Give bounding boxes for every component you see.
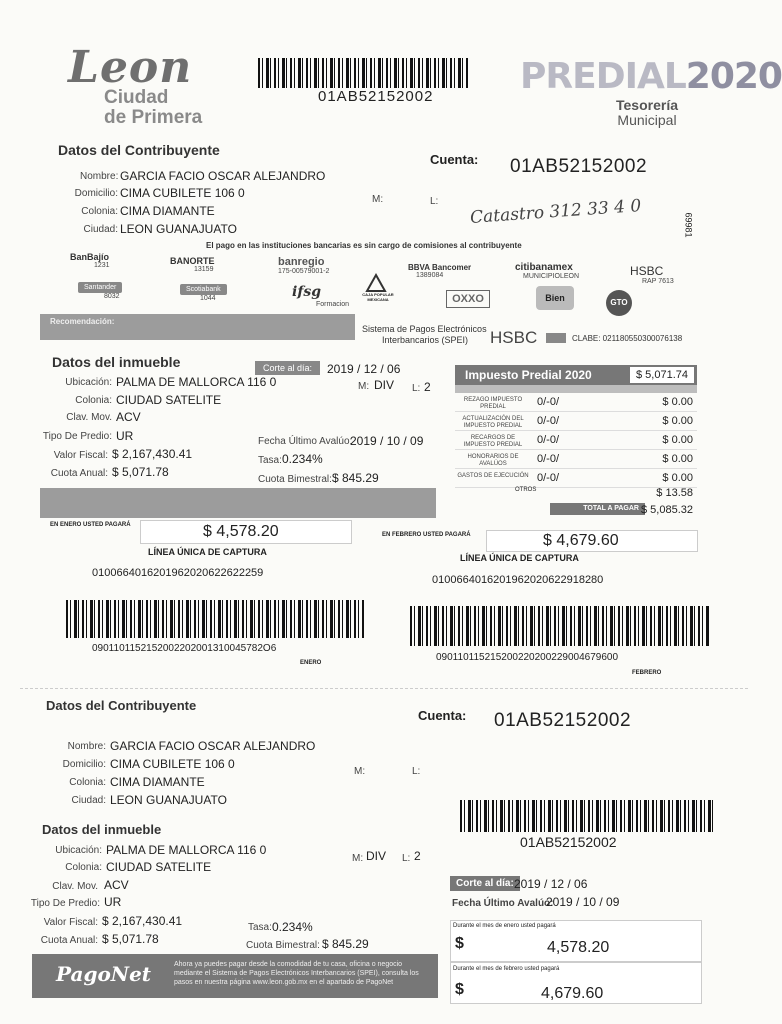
cuenta-value: 01AB52152002 <box>510 156 648 177</box>
stub-enero-amount: 4,578.20 <box>547 939 610 956</box>
impuesto-row-period: 0/-0/ <box>537 396 560 408</box>
impuesto-row-period: 0/-0/ <box>537 415 560 427</box>
l-value: 2 <box>424 380 431 394</box>
impuesto-row-amount: $ 0.00 <box>662 396 693 408</box>
tesoreria-line1: Tesorería <box>616 97 678 113</box>
ciudad-value: LEON GUANAJUATO <box>120 222 237 236</box>
stub-bimestral-value: $ 845.29 <box>322 937 369 951</box>
impuesto-row <box>455 393 697 412</box>
enero-amount: $ 4,578.20 <box>203 523 279 540</box>
impuesto-row-period: 0/-0/ <box>537 453 560 465</box>
impuesto-row-amount: $ 0.00 <box>662 472 693 484</box>
logo-formacion <box>292 284 352 308</box>
stub-ubicacion-value: PALMA DE MALLORCA 116 0 <box>106 843 267 857</box>
spei-label-line1: Sistema de Pagos Electrónicos <box>362 324 487 334</box>
bank-account: MUNICIPIOLEON <box>523 273 580 280</box>
impuesto-row <box>455 469 697 488</box>
enero-linea-label: LÍNEA ÚNICA DE CAPTURA <box>148 547 267 557</box>
stub-contribuyente-title: Datos del Contribuyente <box>46 698 197 713</box>
clav-value: ACV <box>116 410 141 424</box>
m-label: M: <box>372 194 384 205</box>
tesoreria-label <box>616 98 678 128</box>
stub-febrero-symbol: $ <box>455 981 464 998</box>
impuesto-row-label: REZAGO IMPUESTO PREDIAL <box>463 397 523 410</box>
total-label: TOTAL A PAGAR <box>550 503 645 515</box>
domicilio-label: Domicilio: <box>74 188 118 199</box>
notice-box <box>40 488 436 518</box>
cuenta-label: Cuenta: <box>430 152 479 167</box>
bank-name: citibanamex <box>515 262 573 273</box>
stub-bimestral-label: Cuota Bimestral: <box>246 940 320 951</box>
tasa-label: Tasa: <box>258 455 282 466</box>
recomendacion-label: Recomendación: <box>50 317 115 326</box>
febrero-linea: 0100664016201962020622918280 <box>432 574 604 586</box>
spei-bank: HSBC <box>490 328 538 347</box>
bank-bbva <box>408 263 488 279</box>
impuesto-table <box>455 365 697 519</box>
nombre-value: GARCIA FACIO OSCAR ALEJANDRO <box>120 169 326 183</box>
enero-barcode <box>66 600 364 638</box>
logo-formacion-mark: ifsg <box>292 284 322 300</box>
febrero-label: EN FEBRERO USTED PAGARÁ <box>382 532 471 538</box>
predial-word: PREDIAL <box>520 56 686 97</box>
account-barcode <box>258 58 470 88</box>
stub-enero-symbol: $ <box>455 935 464 952</box>
valor-label: Valor Fiscal: <box>53 450 108 461</box>
stub-l-div-label: L: <box>402 853 411 864</box>
stub-barcode <box>460 800 714 832</box>
total-value: $ 5,085.32 <box>641 504 693 516</box>
impuesto-row-period: 0/-0/ <box>537 472 560 484</box>
m-label: M: <box>358 381 370 392</box>
stub-cuota-label: Cuota Anual: <box>40 935 98 946</box>
stub-colonia-value: CIMA DIAMANTE <box>110 775 205 789</box>
fecha-value: 2019 / 10 / 09 <box>350 434 424 448</box>
stub-domicilio-value: CIMA CUBILETE 106 0 <box>110 757 235 771</box>
stub-cuenta-value: 01AB52152002 <box>494 710 632 731</box>
impuesto-title: Impuesto Predial 2020 <box>465 368 592 382</box>
recomendacion-box <box>40 314 355 340</box>
predial-title <box>520 56 782 97</box>
impuesto-otros-row <box>455 487 697 500</box>
caja-popular-icon <box>366 274 386 292</box>
bank-notice: El pago en las instituciones bancarias es sin cargo de comisiones al contribuyente <box>206 241 522 250</box>
febrero-amount: $ 4,679.60 <box>543 532 619 549</box>
caja-popular-text: CAJA POPULAR MEXICANA <box>362 292 394 302</box>
stub-febrero-label: Durante el mes de febrero usted pagará <box>453 966 560 972</box>
stub-fecha-label: Fecha Último Avalúo: <box>452 898 554 909</box>
stub-nombre-value: GARCIA FACIO OSCAR ALEJANDRO <box>110 739 316 753</box>
impuesto-header <box>455 365 697 385</box>
valor-value: $ 2,167,430.41 <box>112 447 193 461</box>
stub-tasa-value: 0.234% <box>272 920 313 934</box>
bimestral-value: $ 845.29 <box>332 471 379 485</box>
bank-hsbc <box>630 264 700 285</box>
logo-caja-popular <box>358 274 398 302</box>
stub-l-value: 2 <box>414 849 421 863</box>
tasa-value: 0.234% <box>282 452 323 466</box>
enero-month: ENERO <box>300 660 322 666</box>
bank-banorte <box>170 256 260 273</box>
bank-account: RAP 7613 <box>642 278 674 285</box>
stub-clav-label: Clav. Mov. <box>52 881 98 892</box>
enero-label: EN ENERO USTED PAGARÁ <box>50 522 131 528</box>
stub-corte-value: 2019 / 12 / 06 <box>514 877 588 891</box>
stub-colonia2-label: Colonia: <box>65 862 102 873</box>
side-code: 69981 <box>683 212 694 238</box>
ubicacion-value: PALMA DE MALLORCA 116 0 <box>116 375 277 389</box>
spei-clabe: CLABE: 021180550300076138 <box>572 334 683 343</box>
stub-barcode-number: 01AB52152002 <box>520 834 617 850</box>
bank-account: 1231 <box>94 262 110 269</box>
logo-subtitle <box>104 88 202 128</box>
impuesto-row-label: GASTOS DE EJECUCIÓN <box>457 473 529 479</box>
enero-linea: 0100664016201962020622622259 <box>92 567 264 579</box>
tesoreria-line2: Municipal <box>617 112 677 128</box>
febrero-month: FEBRERO <box>632 670 662 676</box>
bank-account: 175-00579001-2 <box>278 268 330 275</box>
stub-ciudad-label: Ciudad: <box>71 795 106 806</box>
tipo-value: UR <box>116 429 134 443</box>
ciudad-label: Ciudad: <box>83 224 118 235</box>
bank-name: BANORTE <box>170 256 215 266</box>
clav-label: Clav. Mov. <box>66 412 112 423</box>
fecha-label: Fecha Último Avalúo: <box>258 436 353 447</box>
enero-amount-box <box>140 520 352 544</box>
stub-colonia2-value: CIUDAD SATELITE <box>106 860 212 874</box>
bank-account: 13159 <box>194 266 214 273</box>
colonia-value: CIUDAD SATELITE <box>116 393 222 407</box>
logo-gto: GTO <box>606 290 632 316</box>
impuesto-row-label: HONORARIOS DE AVALÚOS <box>467 454 519 467</box>
corte-value: 2019 / 12 / 06 <box>327 362 401 376</box>
spei-label <box>362 324 487 346</box>
contribuyente-title: Datos del Contribuyente <box>58 142 220 158</box>
impuesto-total-top: $ 5,071.74 <box>630 367 694 383</box>
stub-ciudad-value: LEON GUANAJUATO <box>110 793 227 807</box>
stub-m-value: DIV <box>366 849 387 863</box>
domicilio-value: CIMA CUBILETE 106 0 <box>120 186 245 200</box>
bank-banbajio <box>70 252 150 269</box>
pagonet-text: Ahora ya puedes pagar desde la comodidad de tu casa, oficina o negocio mediante el Sistema de Pagos Electrónicos Interbancarios (SPEI), consulta los pasos en nuestra página www.leon.gob.mx en el apartado de PagoNet <box>174 961 419 986</box>
l-label: L: <box>430 196 439 207</box>
stub-cuota-value: $ 5,071.78 <box>102 932 159 946</box>
stub-enero-box <box>450 920 702 962</box>
impuesto-row-period: 0/-0/ <box>537 434 560 446</box>
colonia-label: Colonia: <box>81 206 118 217</box>
bank-citibanamex <box>515 262 595 280</box>
account-barcode-number: 01AB52152002 <box>318 88 434 105</box>
predial-year: 2020 <box>685 56 782 97</box>
colonia-label: Colonia: <box>75 395 112 406</box>
m-value: DIV <box>374 378 395 392</box>
hsbc-hexagon-icon <box>546 333 566 343</box>
logo-bien: Bien <box>536 286 574 310</box>
handwritten-note: Catastro 312 33 4 0 <box>469 196 642 228</box>
impuesto-row-amount: $ 0.00 <box>662 453 693 465</box>
pagonet-logo: PagoNet <box>56 962 152 986</box>
cut-line <box>20 688 748 689</box>
impuesto-rows <box>455 393 697 488</box>
stub-m-div-label: M: <box>352 853 364 864</box>
spei-label-line2: Interbancarios (SPEI) <box>382 335 469 345</box>
bank-account: 1044 <box>200 295 216 302</box>
impuesto-subheader <box>455 385 697 393</box>
stub-domicilio-label: Domicilio: <box>62 759 106 770</box>
bank-banregio <box>278 256 378 275</box>
bank-name: BBVA Bancomer <box>408 263 472 272</box>
otros-label: OTROS <box>515 487 537 493</box>
impuesto-row <box>455 412 697 431</box>
stub-tipo-label: Tipo De Predio: <box>30 898 100 909</box>
stub-valor-label: Valor Fiscal: <box>43 917 98 928</box>
bank-name: Santander <box>78 282 122 293</box>
otros-value: $ 13.58 <box>656 487 693 499</box>
stub-valor-value: $ 2,167,430.41 <box>102 914 183 928</box>
stub-enero-label: Durante el mes de enero usted pagará <box>453 923 556 929</box>
bank-scotiabank <box>180 284 227 302</box>
febrero-barcode-text: 090110115215200220200229004679600 <box>436 652 619 663</box>
stub-tipo-value: UR <box>104 895 122 909</box>
logo-oxxo: OXXO <box>446 290 490 308</box>
impuesto-row <box>455 431 697 450</box>
stub-tasa-label: Tasa: <box>248 922 272 933</box>
impuesto-row <box>455 450 697 469</box>
cuota-label: Cuota Anual: <box>50 468 108 479</box>
leon-logo: Leon <box>68 42 193 93</box>
stub-ubicacion-label: Ubicación: <box>55 845 102 856</box>
logo-formacion-text: Formacion <box>316 301 350 308</box>
bank-name: banregio <box>278 256 325 268</box>
l-label: L: <box>412 383 421 394</box>
ubicacion-label: Ubicación: <box>65 377 112 388</box>
stub-colonia-label: Colonia: <box>69 777 106 788</box>
stub-inmueble-title: Datos del inmueble <box>42 822 162 837</box>
colonia-value: CIMA DIAMANTE <box>120 204 215 218</box>
cuota-value: $ 5,071.78 <box>112 465 169 479</box>
impuesto-row-amount: $ 0.00 <box>662 434 693 446</box>
stub-clav-value: ACV <box>104 878 129 892</box>
stub-cuenta-label: Cuenta: <box>418 708 467 723</box>
bank-santander <box>78 282 122 300</box>
stub-corte-label: Corte al día: <box>450 876 520 891</box>
bank-name: HSBC <box>630 264 664 278</box>
stub-l-label: L: <box>412 766 421 777</box>
corte-label: Corte al día: <box>255 361 320 375</box>
stub-fecha-value: 2019 / 10 / 09 <box>546 895 620 909</box>
logo-subtitle-line2: de Primera <box>104 107 203 128</box>
inmueble-title: Datos del inmueble <box>52 354 181 370</box>
impuesto-row-label: ACTUALIZACIÓN DEL IMPUESTO PREDIAL <box>462 416 524 429</box>
nombre-label: Nombre: <box>80 171 119 182</box>
bank-account: 1389084 <box>416 272 444 279</box>
stub-nombre-label: Nombre: <box>67 741 106 752</box>
bimestral-label: Cuota Bimestral: <box>258 474 332 485</box>
enero-barcode-text: 0901101152152002202001310045782O6 <box>92 643 277 654</box>
logo-subtitle-line1: Ciudad <box>104 87 169 108</box>
febrero-linea-label: LÍNEA ÚNICA DE CAPTURA <box>460 553 579 563</box>
bank-name: BanBajío <box>70 252 110 262</box>
bank-account: 8032 <box>104 293 120 300</box>
febrero-amount-box <box>486 530 698 552</box>
impuesto-row-amount: $ 0.00 <box>662 415 693 427</box>
stub-m-label: M: <box>354 766 366 777</box>
impuesto-row-label: RECARGOS DE IMPUESTO PREDIAL <box>463 435 523 448</box>
pagonet-banner <box>32 954 438 998</box>
stub-febrero-box <box>450 962 702 1004</box>
bank-name: Scotiabank <box>180 284 227 295</box>
stub-febrero-amount: 4,679.60 <box>541 985 604 1002</box>
febrero-barcode <box>410 606 710 646</box>
tipo-label: Tipo De Predio: <box>42 431 112 442</box>
